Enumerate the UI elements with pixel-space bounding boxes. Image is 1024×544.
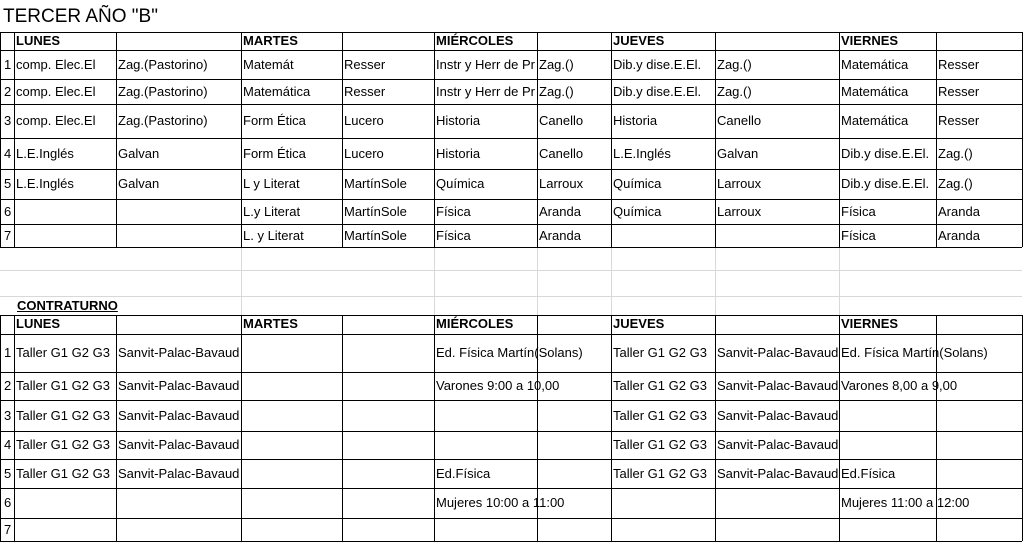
contraturno-row-number: 2: [4, 378, 12, 393]
morning-cell[interactable]: Larroux: [717, 176, 762, 191]
morning-cell[interactable]: Form Ética: [243, 146, 306, 161]
contraturno-cell[interactable]: Ed. Física Martín(Solans): [841, 345, 988, 360]
morning-cell[interactable]: Dib.y dise.E.El.: [613, 84, 702, 99]
morning-cell[interactable]: L. y Literat: [243, 228, 304, 243]
morning-cell[interactable]: Zag.(Pastorino): [118, 84, 208, 99]
row-border: [0, 459, 1022, 460]
contraturno-cell[interactable]: Ed. Física Martín(Solans): [436, 345, 583, 360]
contraturno-cell[interactable]: Sanvit-Palac-Bavaud: [717, 408, 839, 423]
morning-cell[interactable]: Matemática: [841, 113, 909, 128]
column-border: [434, 32, 435, 247]
contraturno-cell[interactable]: Taller G1 G2 G3: [16, 408, 110, 423]
contraturno-cell[interactable]: Sanvit-Palac-Bavaud: [118, 466, 240, 481]
gridline: [241, 247, 242, 315]
row-border: [0, 431, 1022, 432]
morning-cell[interactable]: comp. Elec.El: [16, 57, 96, 72]
morning-cell[interactable]: Resser: [938, 57, 980, 72]
contraturno-cell[interactable]: Sanvit-Palac-Bavaud: [118, 408, 240, 423]
row-border: [0, 169, 1022, 170]
morning-cell[interactable]: Canello: [539, 113, 584, 128]
contraturno-cell[interactable]: Taller G1 G2 G3: [16, 466, 110, 481]
contraturno-row-number: 4: [4, 437, 12, 452]
morning-cell[interactable]: Instr y Herr de Pr: [436, 57, 535, 72]
morning-row-number: 7: [4, 228, 12, 243]
table-border: [0, 334, 1022, 335]
contraturno-row-number: 5: [4, 466, 12, 481]
morning-cell[interactable]: Aranda: [539, 228, 581, 243]
row-border: [0, 79, 1022, 80]
gridline: [0, 270, 1022, 271]
morning-cell[interactable]: Matemática: [841, 57, 909, 72]
morning-day-header: MARTES: [243, 33, 298, 48]
morning-cell[interactable]: Form Ética: [243, 113, 306, 128]
morning-day-header: LUNES: [16, 33, 61, 48]
gridline: [839, 247, 840, 315]
contraturno-row-number: 6: [4, 495, 12, 510]
morning-cell[interactable]: Aranda: [539, 204, 581, 219]
morning-cell[interactable]: Galvan: [717, 146, 759, 161]
morning-cell[interactable]: Física: [841, 228, 876, 243]
contraturno-row-number: 3: [4, 408, 12, 423]
morning-cell[interactable]: Matemática: [243, 84, 311, 99]
table-border: [0, 50, 1022, 51]
row-border: [0, 488, 1022, 489]
row-border: [0, 541, 1022, 542]
morning-cell[interactable]: Dib.y dise.E.El.: [841, 176, 930, 191]
morning-cell[interactable]: L.E.Inglés: [16, 176, 74, 191]
morning-cell[interactable]: L y Literat: [243, 176, 300, 191]
row-border: [0, 138, 1022, 139]
morning-cell[interactable]: Resser: [938, 113, 980, 128]
column-border: [839, 32, 840, 247]
column-border: [14, 315, 15, 541]
morning-cell[interactable]: Galvan: [118, 176, 160, 191]
contraturno-cell[interactable]: Sanvit-Palac-Bavaud: [118, 378, 240, 393]
morning-cell[interactable]: comp. Elec.El: [16, 113, 96, 128]
morning-cell[interactable]: Historia: [436, 113, 481, 128]
morning-cell[interactable]: comp. Elec.El: [16, 84, 96, 99]
gridline: [434, 247, 435, 315]
morning-cell[interactable]: Historia: [613, 113, 658, 128]
contraturno-cell[interactable]: Sanvit-Palac-Bavaud: [118, 437, 240, 452]
morning-cell[interactable]: Zag.(): [717, 84, 752, 99]
contraturno-cell[interactable]: Taller G1 G2 G3: [613, 437, 707, 452]
morning-cell[interactable]: Química: [436, 176, 485, 191]
contraturno-label: CONTRATURNO: [17, 298, 118, 313]
morning-cell[interactable]: Lucero: [344, 113, 384, 128]
contraturno-cell[interactable]: Varones 9:00 a 10,00: [436, 378, 560, 393]
morning-cell[interactable]: Larroux: [717, 204, 762, 219]
morning-cell[interactable]: Resser: [344, 84, 386, 99]
morning-cell[interactable]: Canello: [539, 146, 584, 161]
contraturno-cell[interactable]: Sanvit-Palac-Bavaud: [717, 345, 839, 360]
contraturno-cell[interactable]: Sanvit-Palac-Bavaud: [118, 345, 240, 360]
morning-cell[interactable]: Larroux: [539, 176, 584, 191]
contraturno-row-number: 7: [4, 522, 12, 537]
column-border: [1022, 32, 1023, 247]
morning-cell[interactable]: Química: [613, 176, 662, 191]
morning-cell[interactable]: Aranda: [938, 204, 980, 219]
contraturno-cell[interactable]: Sanvit-Palac-Bavaud: [717, 466, 839, 481]
morning-cell[interactable]: Canello: [717, 113, 762, 128]
contraturno-cell[interactable]: Taller G1 G2 G3: [613, 408, 707, 423]
column-border: [0, 315, 1, 541]
row-border: [0, 518, 1022, 519]
morning-row-number: 2: [4, 84, 12, 99]
column-border: [342, 315, 343, 541]
contraturno-cell[interactable]: Mujeres 11:00 a 12:00: [841, 495, 970, 510]
contraturno-cell[interactable]: Taller G1 G2 G3: [16, 378, 110, 393]
morning-cell[interactable]: Matemática: [841, 84, 909, 99]
morning-cell[interactable]: Instr y Herr de Pr: [436, 84, 535, 99]
morning-cell[interactable]: Química: [613, 204, 662, 219]
contraturno-cell[interactable]: Sanvit-Palac-Bavaud: [717, 378, 839, 393]
morning-cell[interactable]: Lucero: [344, 146, 384, 161]
column-border: [14, 32, 15, 247]
morning-cell[interactable]: Matemát: [243, 57, 294, 72]
morning-cell[interactable]: Zag.(): [938, 176, 973, 191]
contraturno-cell[interactable]: Taller G1 G2 G3: [613, 466, 707, 481]
morning-row-number: 5: [4, 176, 12, 191]
morning-cell[interactable]: Zag.(): [539, 57, 574, 72]
morning-cell[interactable]: Zag.(): [717, 57, 752, 72]
morning-cell[interactable]: Aranda: [938, 228, 980, 243]
contraturno-day-header: MARTES: [243, 316, 298, 331]
morning-cell[interactable]: L.E.Inglés: [613, 146, 671, 161]
morning-row-number: 4: [4, 146, 12, 161]
morning-cell[interactable]: Zag.(Pastorino): [118, 113, 208, 128]
title-border: [0, 32, 1022, 33]
morning-cell[interactable]: MartínSole: [344, 204, 407, 219]
gridline: [611, 247, 612, 315]
contraturno-cell[interactable]: Ed.Física: [436, 466, 491, 481]
contraturno-cell[interactable]: Varones 8,00 a 9,00: [841, 378, 958, 393]
row-border: [0, 199, 1022, 200]
column-border: [434, 315, 435, 541]
morning-day-header: JUEVES: [613, 33, 665, 48]
morning-cell[interactable]: Física: [436, 204, 471, 219]
row-border: [0, 372, 1022, 373]
morning-row-number: 6: [4, 204, 12, 219]
gridline: [537, 247, 538, 315]
morning-cell[interactable]: Historia: [436, 146, 481, 161]
morning-cell[interactable]: Física: [841, 204, 876, 219]
morning-day-header: MIÉRCOLES: [436, 33, 514, 48]
column-border: [0, 32, 1, 247]
morning-cell[interactable]: Dib.y dise.E.El.: [841, 146, 930, 161]
column-border: [611, 32, 612, 247]
column-border: [611, 315, 612, 541]
contraturno-day-header: JUEVES: [613, 316, 665, 331]
morning-row-number: 1: [4, 57, 12, 72]
contraturno-cell[interactable]: Taller G1 G2 G3: [613, 378, 707, 393]
morning-cell[interactable]: Galvan: [118, 146, 160, 161]
morning-cell[interactable]: Zag.(): [938, 146, 973, 161]
morning-row-number: 3: [4, 113, 12, 128]
morning-cell[interactable]: L.y Literat: [243, 204, 301, 219]
contraturno-cell[interactable]: Taller G1 G2 G3: [16, 437, 110, 452]
contraturno-cell[interactable]: Taller G1 G2 G3: [613, 345, 707, 360]
row-border: [0, 224, 1022, 225]
contraturno-cell[interactable]: Ed.Física: [841, 466, 896, 481]
contraturno-cell[interactable]: Mujeres 10:00 a 11:00: [436, 495, 565, 510]
morning-cell[interactable]: Zag.(): [539, 84, 574, 99]
contraturno-day-header: VIERNES: [841, 316, 899, 331]
column-border: [241, 32, 242, 247]
column-border: [1022, 315, 1023, 541]
contraturno-cell[interactable]: Sanvit-Palac-Bavaud: [717, 437, 839, 452]
morning-cell[interactable]: Dib.y dise.E.El.: [613, 57, 702, 72]
morning-cell[interactable]: MartínSole: [344, 176, 407, 191]
morning-cell[interactable]: L.E.Inglés: [16, 146, 74, 161]
row-border: [0, 104, 1022, 105]
gridline: [0, 296, 1022, 297]
row-border: [0, 247, 1022, 248]
sheet-title: TERCER AÑO "B": [3, 6, 158, 27]
contraturno-row-number: 1: [4, 345, 12, 360]
row-border: [0, 400, 1022, 401]
morning-cell[interactable]: Resser: [344, 57, 386, 72]
morning-cell[interactable]: Resser: [938, 84, 980, 99]
morning-cell[interactable]: Física: [436, 228, 471, 243]
morning-cell[interactable]: Zag.(Pastorino): [118, 57, 208, 72]
contraturno-cell[interactable]: Taller G1 G2 G3: [16, 345, 110, 360]
contraturno-day-header: LUNES: [16, 316, 61, 331]
morning-day-header: VIERNES: [841, 33, 899, 48]
morning-cell[interactable]: MartínSole: [344, 228, 407, 243]
contraturno-day-header: MIÉRCOLES: [436, 316, 514, 331]
gridline: [715, 247, 716, 315]
